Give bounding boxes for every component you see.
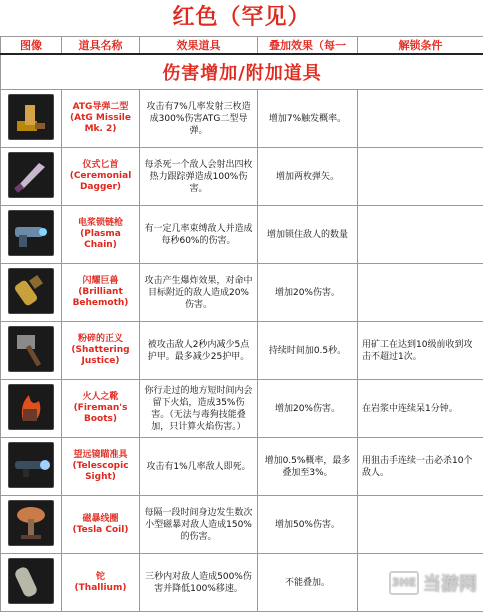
item-image-cell — [1, 206, 62, 264]
page-title: 红色（罕见） — [0, 0, 483, 36]
item-stack-effect: 持续时间加0.5秒。 — [258, 322, 358, 380]
item-effect: 攻击有7%几率发射三枚造成300%伤害ATG二型导弹。 — [140, 90, 258, 148]
watermark-logo: 3HE — [389, 571, 419, 595]
item-name-cell — [62, 380, 140, 438]
item-stack-effect: 增加锁住敌人的数量 — [258, 206, 358, 264]
item-name-cn: ATG导弹二型 — [65, 102, 136, 113]
item-name-en: (Thallium) — [65, 583, 136, 594]
item-effect: 被攻击敌人2秒内减少5点护甲。最多减少25护甲。 — [140, 322, 258, 380]
item-unlock-condition — [358, 90, 483, 148]
header-image: 图像 — [1, 37, 62, 55]
item-effect: 你行走过的地方短时间内会留下火焰，造成35%伤害。（无法与毒狗技能叠加，只计算火焰伤害。） — [140, 380, 258, 438]
item-name-en: (Fireman's Boots) — [65, 403, 136, 425]
item-stack-effect: 增加20%伤害。 — [258, 380, 358, 438]
missile-launcher-icon — [8, 94, 54, 140]
item-name-cn: 火人之靴 — [65, 392, 136, 403]
item-effect: 每杀死一个敌人会射出四枚热力跟踪弹造成100%伤害。 — [140, 148, 258, 206]
item-stack-effect: 增加两枚弹矢。 — [258, 148, 358, 206]
item-stack-effect: 不能叠加。 — [258, 554, 358, 612]
watermark — [389, 570, 477, 596]
item-image-cell — [1, 438, 62, 496]
item-name-cn: 闪耀巨兽 — [65, 276, 136, 287]
item-unlock-condition: 在岩浆中连续呆1分钟。 — [358, 380, 483, 438]
item-image-cell — [1, 264, 62, 322]
table-row — [1, 496, 483, 554]
item-name-en: (AtG Missile Mk. 2) — [65, 113, 136, 135]
item-name-cell — [62, 264, 140, 322]
item-effect: 每隔一段时间身边发生数次小型磁暴对敌人造成150%的伤害。 — [140, 496, 258, 554]
scope-icon — [8, 442, 54, 488]
item-name-cell — [62, 496, 140, 554]
items-table — [0, 36, 483, 612]
header-effect: 效果道具 — [140, 37, 258, 55]
table-row — [1, 322, 483, 380]
watermark-text: 当游网 — [423, 570, 477, 596]
table-row — [1, 438, 483, 496]
item-image-cell — [1, 380, 62, 438]
table-row — [1, 264, 483, 322]
item-name-cn: 粉碎的正义 — [65, 334, 136, 345]
item-name-cell — [62, 206, 140, 264]
item-image-cell — [1, 322, 62, 380]
item-name-cn: 仪式匕首 — [65, 160, 136, 171]
item-effect: 三秒内对敌人造成500%伤害并降低100%移速。 — [140, 554, 258, 612]
thallium-icon — [8, 558, 54, 604]
item-unlock-condition: 用矿工在达到10级前收到攻击不超过1次。 — [358, 322, 483, 380]
item-name-cn: 磁暴线圈 — [65, 514, 136, 525]
bullet-icon — [8, 268, 54, 314]
item-stack-effect: 增加0.5%概率，最多叠加至3%。 — [258, 438, 358, 496]
item-image-cell — [1, 90, 62, 148]
table-row — [1, 206, 483, 264]
table-row — [1, 148, 483, 206]
item-name-cn: 望远镜瞄准具 — [65, 450, 136, 461]
item-image-cell — [1, 496, 62, 554]
item-name-cell — [62, 90, 140, 148]
item-name-cn: 电浆锁链枪 — [65, 218, 136, 229]
item-name-en: (Shattering Justice) — [65, 345, 136, 367]
dagger-icon — [8, 152, 54, 198]
tesla-coil-icon — [8, 500, 54, 546]
hammer-icon — [8, 326, 54, 372]
item-name-cell — [62, 554, 140, 612]
item-name-cell — [62, 322, 140, 380]
item-name-en: (Telescopic Sight) — [65, 461, 136, 483]
fire-boots-icon — [8, 384, 54, 430]
item-stack-effect: 增加7%触发概率。 — [258, 90, 358, 148]
item-effect: 攻击产生爆炸效果，对命中目标附近的敌人造成20%伤害。 — [140, 264, 258, 322]
header-stack-effect: 叠加效果（每一 — [258, 37, 358, 55]
item-unlock-condition: 用狙击手连续一击必杀10个敌人。 — [358, 438, 483, 496]
item-image-cell — [1, 554, 62, 612]
item-unlock-condition — [358, 206, 483, 264]
item-name-en: (Tesla Coil) — [65, 525, 136, 536]
section-title: 伤害增加/附加道具 — [1, 54, 483, 90]
item-effect: 有一定几率束缚敌人并造成每秒60%的伤害。 — [140, 206, 258, 264]
item-name-cell — [62, 438, 140, 496]
table-header-row — [1, 37, 483, 55]
item-image-cell — [1, 148, 62, 206]
item-name-en: (Brilliant Behemoth) — [65, 287, 136, 309]
item-stack-effect: 增加50%伤害。 — [258, 496, 358, 554]
plasma-gun-icon — [8, 210, 54, 256]
item-name-en: (Plasma Chain) — [65, 229, 136, 251]
item-unlock-condition — [358, 148, 483, 206]
item-unlock-condition — [358, 264, 483, 322]
table-row — [1, 380, 483, 438]
section-header-row — [1, 54, 483, 90]
header-item-name: 道具名称 — [62, 37, 140, 55]
table-row — [1, 90, 483, 148]
item-name-en: (Ceremonial Dagger) — [65, 171, 136, 193]
header-unlock-condition: 解锁条件 — [358, 37, 483, 55]
item-effect: 攻击有1%几率敌人即死。 — [140, 438, 258, 496]
item-unlock-condition — [358, 496, 483, 554]
item-name-cell — [62, 148, 140, 206]
item-name-cn: 铊 — [65, 572, 136, 583]
item-stack-effect: 增加20%伤害。 — [258, 264, 358, 322]
